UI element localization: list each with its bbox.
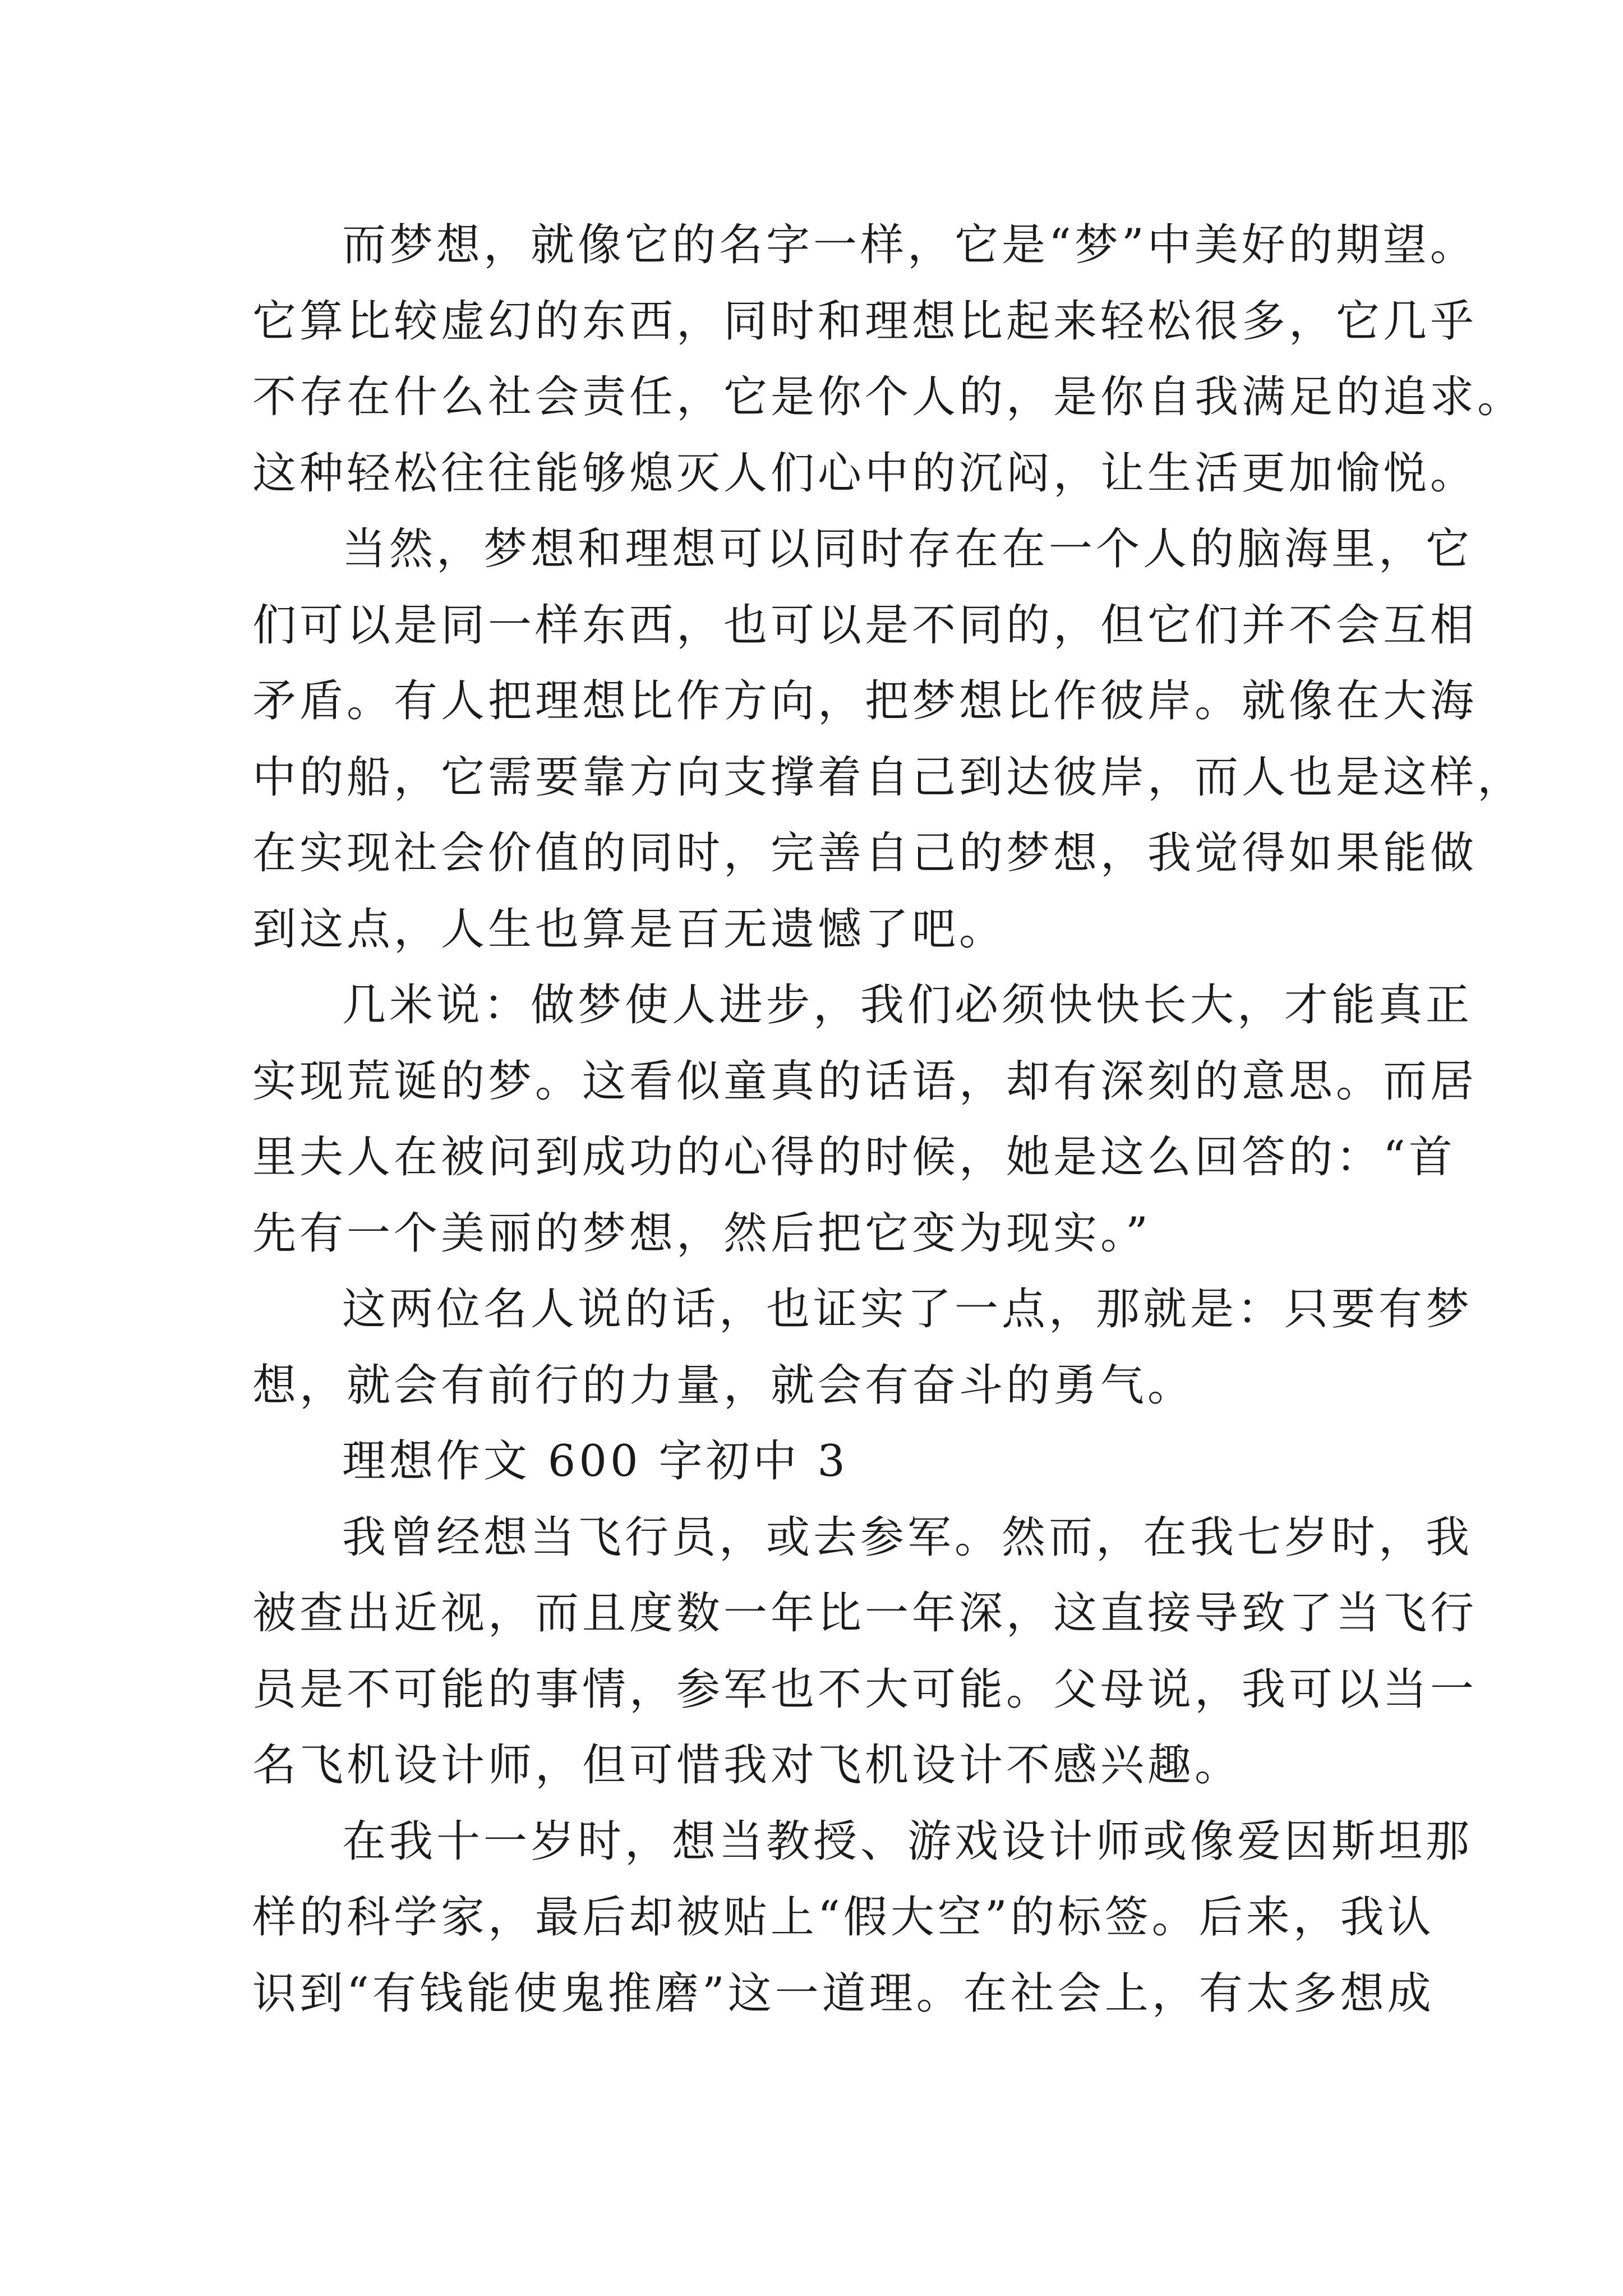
paragraph-line: 在实现社会价值的同时，完善自己的梦想，我觉得如果能做: [252, 828, 1478, 878]
paragraph-line: 实现荒诞的梦。这看似童真的话语，却有深刻的意思。而居: [252, 1056, 1478, 1107]
paragraph-line: 矛盾。有人把理想比作方向，把梦想比作彼岸。就像在大海: [252, 676, 1478, 726]
paragraph-line: 名飞机设计师，但可惜我对飞机设计不感兴趣。: [252, 1740, 1242, 1791]
paragraph-line: 里夫人在被问到成功的心得的时候，她是这么回答的：“首: [252, 1132, 1456, 1182]
paragraph-line: 几米说：做梦使人进步，我们必须快快长大，才能真正: [342, 980, 1473, 1030]
paragraph-line: 被查出近视，而且度数一年比一年深，这直接导致了当飞行: [252, 1588, 1478, 1639]
paragraph-line: 识到“有钱能使鬼推磨”这一道理。在社会上，有太多想成: [252, 1968, 1435, 2019]
paragraph-line: 不存在什么社会责任，它是你个人的，是你自我满足的追求。: [252, 372, 1525, 422]
paragraph-line: 中的船，它需要靠方向支撑着自己到达彼岸，而人也是这样，: [252, 752, 1525, 803]
paragraph-line: 样的科学家，最后却被贴上“假大空”的标签。后来，我认: [252, 1892, 1435, 1943]
section-heading: 理想作文 600 字初中 3: [342, 1436, 849, 1487]
paragraph-line: 这两位名人说的话，也证实了一点，那就是：只要有梦: [342, 1284, 1473, 1335]
document-body: [252, 208, 1525, 2032]
paragraph-line: 先有一个美丽的梦想，然后把它变为现实。”: [252, 1208, 1151, 1259]
paragraph-line: 在我十一岁时，想当教授、游戏设计师或像爱因斯坦那: [342, 1816, 1473, 1867]
paragraph-line: 而梦想，就像它的名字一样，它是“梦”中美好的期望。: [342, 220, 1477, 270]
paragraph-line: 这种轻松往往能够熄灭人们心中的沉闷，让生活更加愉悦。: [252, 448, 1478, 499]
paragraph-line: 到这点，人生也算是百无遗憾了吧。: [252, 904, 1007, 955]
paragraph-line: 它算比较虚幻的东西，同时和理想比起来轻松很多，它几乎: [252, 296, 1478, 347]
paragraph-line: 们可以是同一样东西，也可以是不同的，但它们并不会互相: [252, 600, 1478, 651]
paragraph-line: 员是不可能的事情，参军也不大可能。父母说，我可以当一: [252, 1664, 1478, 1715]
paragraph-line: 当然，梦想和理想可以同时存在在一个人的脑海里，它: [342, 524, 1473, 574]
paragraph-line: 我曾经想当飞行员，或去参军。然而，在我七岁时，我: [342, 1512, 1473, 1563]
paragraph-line: 想，就会有前行的力量，就会有奋斗的勇气。: [252, 1360, 1195, 1411]
